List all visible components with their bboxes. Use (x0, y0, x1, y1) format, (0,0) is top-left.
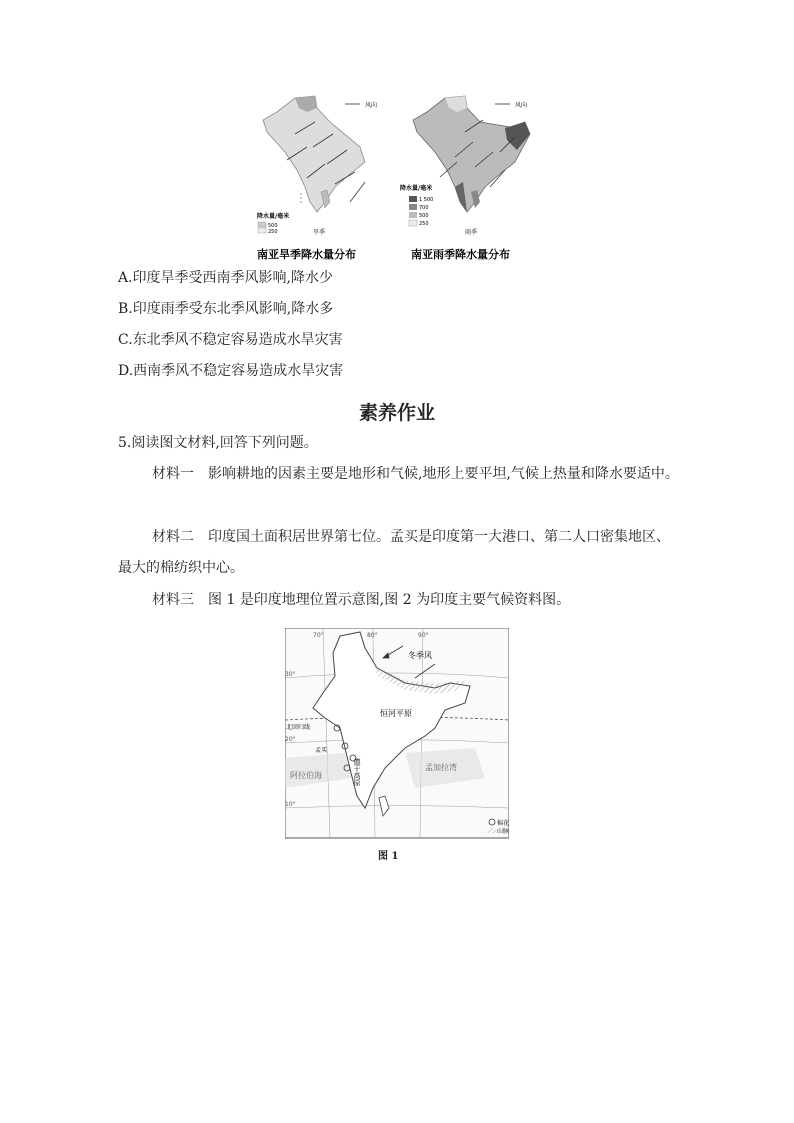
arabian-sea-label: 阿拉伯海 (290, 771, 322, 780)
india-location-map (285, 628, 509, 840)
option-c[interactable]: C.东北季风不稳定容易造成水旱灾害 (118, 332, 343, 348)
question-stem: 5.阅读图文材料,回答下列问题。 (118, 435, 318, 451)
figure1-caption: 图 1 (378, 851, 399, 862)
rainy-legend-title: 降水量/毫米 (400, 185, 433, 192)
rainy-legend-1500: 1 500 (419, 197, 434, 203)
dry-legend-250: 250 (268, 229, 278, 235)
rainy-season-map (400, 96, 530, 236)
tropic-label: 北回归线 (286, 724, 311, 731)
mumbai-label: 孟买 (315, 747, 328, 754)
section-title: 素养作业 (358, 402, 435, 424)
option-d[interactable]: D.西南季风不稳定容易造成水旱灾害 (118, 363, 344, 379)
lon-80: 80° (367, 632, 378, 639)
lon-70: 70° (313, 632, 324, 639)
bay-of-bengal-label: 孟加拉湾 (425, 763, 457, 772)
option-a[interactable]: A.印度旱季受西南季风影响,降水少 (118, 270, 334, 286)
winter-monsoon-label: 冬季风 (408, 651, 432, 660)
material-three: 材料三 图 1 是印度地理位置示意图,图 2 为印度主要气候资料图。 (152, 592, 571, 608)
dry-legend-500: 500 (268, 223, 278, 229)
lat-20: 20° (285, 736, 296, 743)
deccan-label (353, 757, 362, 787)
lat-30: 30° (285, 671, 296, 678)
dry-season-map (257, 96, 377, 236)
lon-90: 90° (418, 632, 429, 639)
rainy-legend-500: 500 (419, 213, 429, 219)
dry-legend-title: 降水量/毫米 (257, 213, 290, 220)
material-two: 材料二 印度国土面积居世界第七位。孟买是印度第一大港口、第二人口密集地区、最大的棉纺织中心。 (118, 529, 670, 576)
rainy-map-caption: 南亚雨季降水量分布 (411, 248, 510, 261)
legend-cotton: 棉花 (497, 820, 509, 827)
deccan-text: 德干高原 (353, 758, 361, 786)
option-b[interactable]: B.印度雨季受东北季风影响,降水多 (118, 301, 334, 317)
south-asia-precipitation-maps (255, 92, 545, 267)
dry-map-caption: 南亚旱季降水量分布 (257, 248, 356, 261)
legend-mountain: 山脉 (497, 828, 509, 835)
rainy-legend-250: 250 (419, 221, 429, 227)
dry-season-label: 旱季 (313, 229, 326, 236)
rainy-legend-700: 700 (419, 205, 429, 211)
lat-10: 10° (285, 801, 296, 808)
rainy-season-label: 雨季 (465, 229, 478, 236)
dry-wind-label: 风向 (365, 102, 378, 109)
ganges-plain-label: 恒河平原 (380, 709, 412, 718)
material-one: 材料一 影响耕地的因素主要是地形和气候,地形上要平坦,气候上热量和降水要适中。 (152, 466, 679, 482)
rainy-wind-label: 风向 (515, 102, 528, 109)
